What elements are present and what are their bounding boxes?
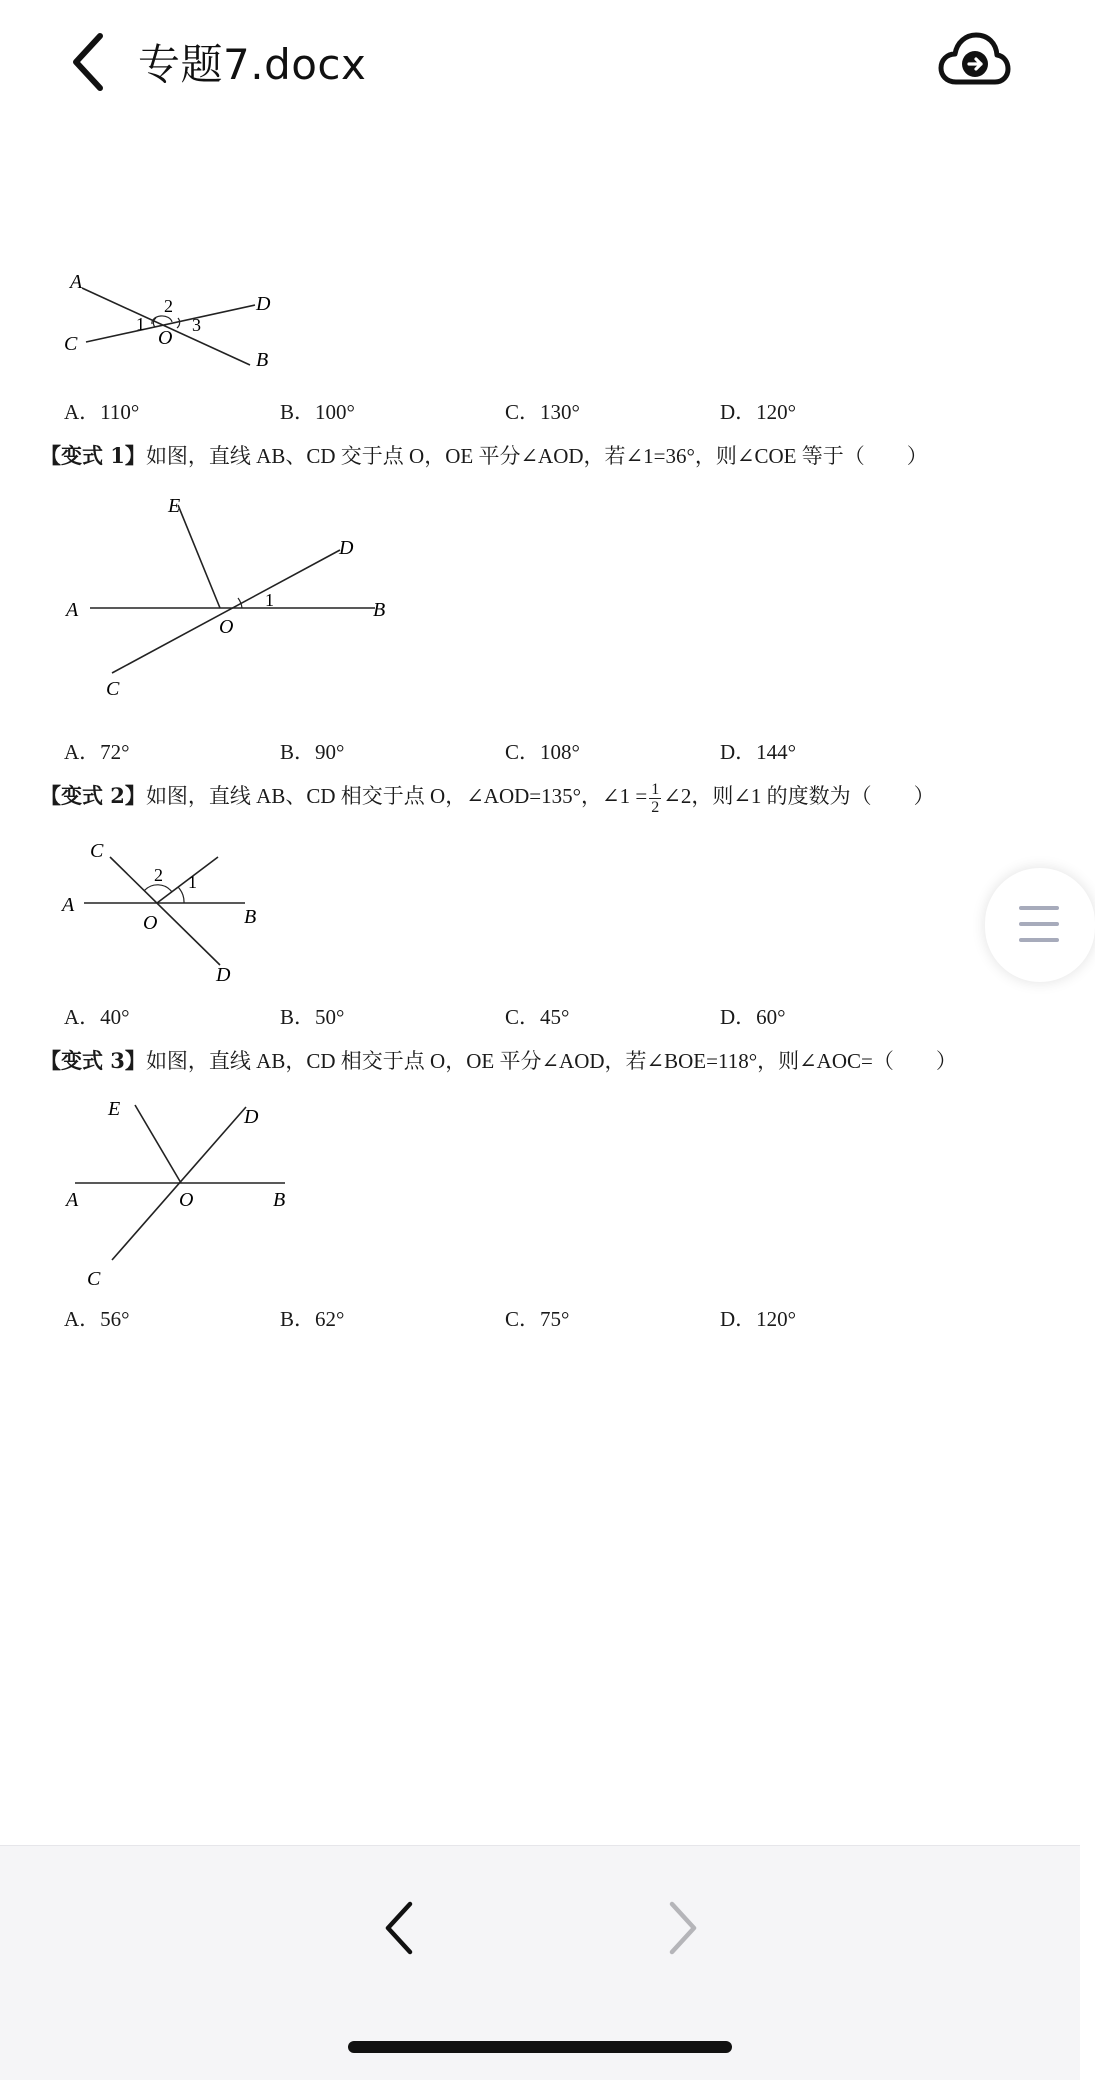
line-cd <box>112 550 340 673</box>
label-b: B <box>273 1189 286 1211</box>
menu-icon <box>1019 906 1059 954</box>
option-d[interactable]: D．60° <box>720 1005 786 1029</box>
label-c: C <box>87 1268 101 1290</box>
option-c[interactable]: C．75° <box>505 1307 570 1331</box>
home-indicator[interactable] <box>348 2041 732 2053</box>
option-a[interactable]: A．56° <box>64 1307 130 1331</box>
label-angle-1: 1 <box>188 872 197 892</box>
option-a[interactable]: A．72° <box>64 740 130 764</box>
option-d[interactable]: D．144° <box>720 740 797 764</box>
label-b: B <box>256 349 269 371</box>
label-angle-2: 2 <box>164 296 173 316</box>
option-c[interactable]: C．108° <box>505 740 580 764</box>
ray-oe <box>135 1105 181 1183</box>
option-b[interactable]: B．90° <box>280 740 345 764</box>
label-c: C <box>64 333 78 355</box>
option-d[interactable]: D．120° <box>720 1307 797 1331</box>
question-variant-3 <box>40 1045 957 1075</box>
options-problem-0 <box>64 396 1044 430</box>
side-menu-button[interactable] <box>985 868 1095 982</box>
chevron-left-icon <box>378 1898 422 1958</box>
variant-tag: 【变式 1】 <box>40 443 146 468</box>
ray-oe <box>178 505 220 608</box>
figure-problem-0 <box>60 260 290 380</box>
label-c: C <box>90 840 104 862</box>
fraction-numerator: 1 <box>651 780 660 798</box>
question-text-after: ∠2，则∠1 的度数为（ ） <box>663 784 935 808</box>
label-e: E <box>168 495 181 517</box>
next-page-button[interactable] <box>660 1898 704 1958</box>
bottom-nav-bar <box>0 1845 1080 2080</box>
chevron-right-icon <box>660 1898 704 1958</box>
document-title: 专题7.docx <box>138 40 367 89</box>
label-angle-1: 1 <box>136 314 145 334</box>
fraction-denominator: 2 <box>651 798 660 816</box>
label-a: A <box>66 599 79 621</box>
angle-arc-2 <box>144 885 172 892</box>
label-d: D <box>216 964 231 986</box>
angle-arc-2 <box>152 316 172 324</box>
label-angle-3: 3 <box>192 315 201 335</box>
option-d[interactable]: D．120° <box>720 400 797 424</box>
fraction-one-half <box>649 781 661 816</box>
label-b: B <box>373 599 386 621</box>
figure-variant-1 <box>60 480 400 700</box>
chevron-left-icon <box>60 28 120 96</box>
angle-arc-1 <box>178 887 184 903</box>
option-a[interactable]: A．40° <box>64 1005 130 1029</box>
angle-arc-1 <box>238 598 242 608</box>
top-bar <box>0 0 1080 130</box>
label-d: D <box>339 537 354 559</box>
back-button[interactable] <box>60 28 120 96</box>
label-a: A <box>70 271 83 293</box>
label-o: O <box>219 616 234 638</box>
figure-variant-3 <box>60 1085 300 1290</box>
options-variant-3 <box>64 1303 1044 1337</box>
label-c: C <box>106 678 120 700</box>
question-text-before: 如图，直线 AB、CD 相交于点 O，∠AOD=135°，∠1 = <box>145 784 648 808</box>
document-content[interactable] <box>0 130 1080 1845</box>
figure-variant-2 <box>60 840 280 986</box>
upload-button[interactable] <box>938 28 1010 94</box>
label-o: O <box>158 327 173 349</box>
label-o: O <box>143 912 158 934</box>
option-b[interactable]: B．62° <box>280 1307 345 1331</box>
question-variant-2 <box>40 780 935 816</box>
question-variant-1 <box>40 440 928 470</box>
label-d: D <box>244 1106 259 1128</box>
label-e: E <box>108 1098 121 1120</box>
variant-tag: 【变式 2】 <box>40 783 146 808</box>
variant-tag: 【变式 3】 <box>40 1048 146 1073</box>
cloud-upload-icon <box>938 28 1010 94</box>
label-o: O <box>179 1189 194 1211</box>
option-b[interactable]: B．100° <box>280 400 355 424</box>
option-a[interactable]: A．110° <box>64 400 140 424</box>
label-a: A <box>62 894 75 916</box>
label-b: B <box>244 906 257 928</box>
label-d: D <box>256 293 271 315</box>
option-c[interactable]: C．130° <box>505 400 580 424</box>
label-angle-2: 2 <box>154 865 163 885</box>
question-text: 如图，直线 AB、CD 交于点 O，OE 平分∠AOD，若∠1=36°，则∠COE 等于（ ） <box>145 444 928 468</box>
angle-arc-3 <box>177 318 180 328</box>
previous-page-button[interactable] <box>378 1898 422 1958</box>
label-a: A <box>66 1189 79 1211</box>
option-b[interactable]: B．50° <box>280 1005 345 1029</box>
question-text: 如图，直线 AB，CD 相交于点 O，OE 平分∠AOD，若∠BOE=118°，则∠AOC=（ ） <box>145 1049 957 1073</box>
line-cd <box>110 857 220 965</box>
options-variant-1 <box>64 736 1044 770</box>
option-c[interactable]: C．45° <box>505 1005 570 1029</box>
label-angle-1: 1 <box>265 590 274 610</box>
options-variant-2 <box>64 1001 1044 1035</box>
